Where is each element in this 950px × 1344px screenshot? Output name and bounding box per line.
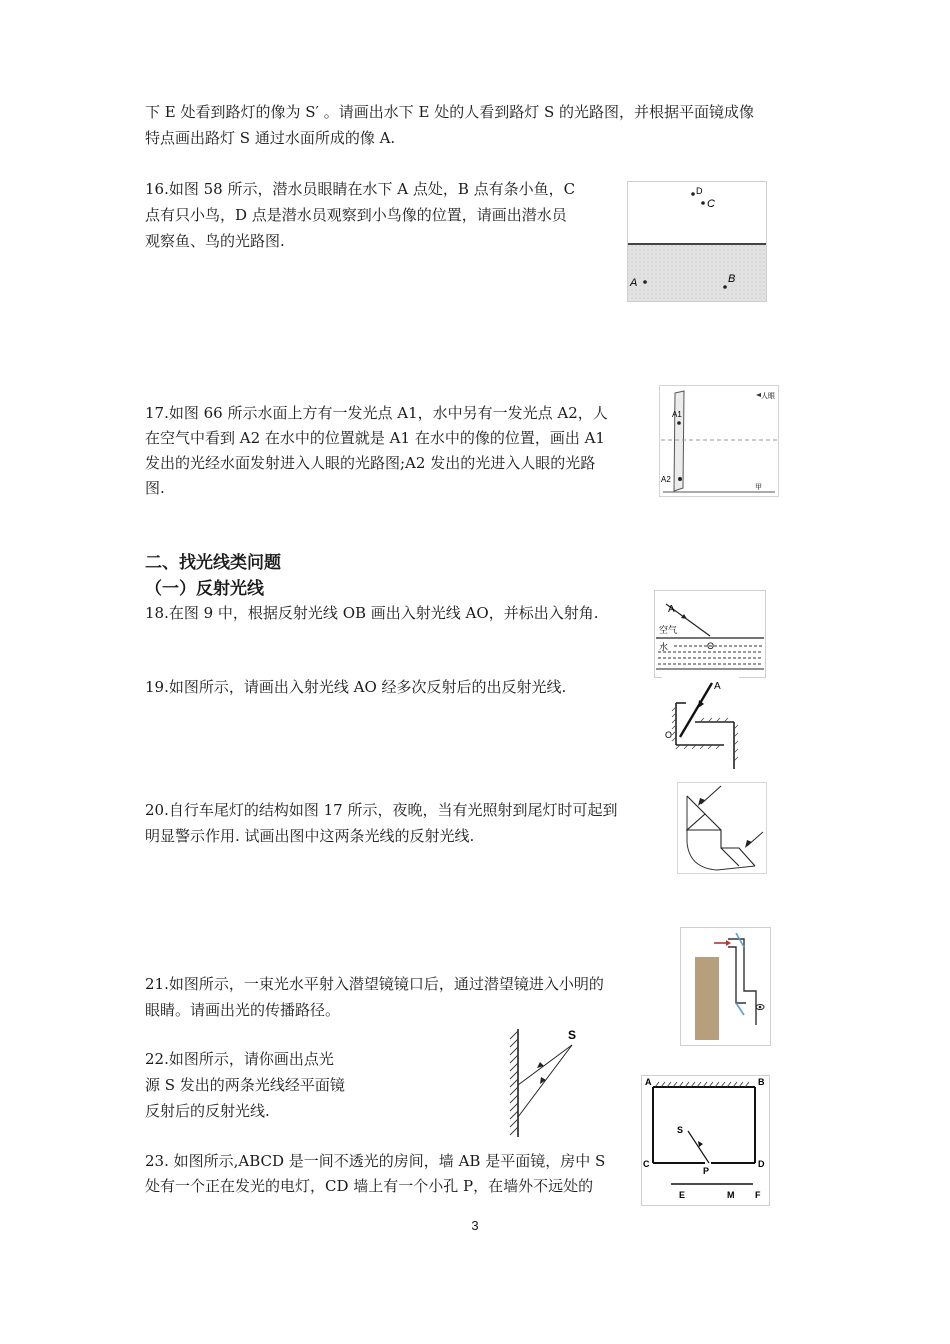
f23-label-d: D — [758, 1159, 765, 1169]
q16-line-3: 观察鱼、鸟的光路图. — [145, 232, 285, 250]
q22-line-1: 22.如图所示，请你画出点光 — [145, 1050, 334, 1068]
q17-line-4: 图. — [145, 479, 165, 497]
f16-label-d: D — [696, 186, 703, 196]
f18-label-o: O — [707, 641, 715, 651]
f23-label-b: B — [758, 1077, 765, 1087]
page-number: 3 — [471, 1218, 479, 1233]
f22-label-s: S — [568, 1028, 577, 1042]
figure-18 — [654, 590, 766, 678]
q23-line-2: 处有一个正在发光的电灯，CD 墙上有一个小孔 P，在墙外不远处的 — [145, 1177, 594, 1195]
figure-21 — [680, 927, 771, 1046]
figure-23 — [641, 1075, 770, 1206]
f23-label-m: M — [727, 1190, 735, 1200]
f19-label-a: A — [714, 681, 721, 692]
f17-label-a2: A2 — [661, 475, 671, 484]
f23-label-p: P — [703, 1166, 710, 1176]
q20-line-1: 20.自行车尾灯的结构如图 17 所示，夜晚，当有光照射到尾灯时可起到 — [145, 801, 618, 819]
q20-line-2: 明显警示作用. 试画出图中这两条光线的反射光线. — [145, 827, 475, 845]
f16-label-a: A — [630, 277, 638, 289]
q17-line-1: 17.如图 66 所示水面上方有一发光点 A1，水中另有一发光点 A2，人 — [145, 404, 608, 422]
intro-line-1: 下 E 处看到路灯的像为 S′ 。请画出水下 E 处的人看到路灯 S 的光路图，并根据平面镜成像 — [145, 103, 755, 121]
section-heading: 二、找光线类问题 — [145, 553, 281, 573]
q17-line-3: 发出的光经水面发射进入人眼的光路图;A2 发出的光进入人眼的光路 — [145, 454, 596, 472]
f23-label-s: S — [677, 1125, 684, 1135]
f23-label-c: C — [643, 1159, 650, 1169]
f16-label-c: C — [707, 198, 715, 210]
figure-22 — [500, 1025, 590, 1140]
figure-16 — [627, 181, 767, 302]
figure-17 — [659, 385, 779, 497]
f18-label-air: 空气 — [659, 625, 678, 635]
f16-label-b: B — [728, 273, 736, 285]
f17-label-a1: A1 — [672, 410, 682, 419]
f17-label-ground: 甲 — [755, 484, 762, 491]
intro-line-2: 特点画出路灯 S 通过水面所成的像 A. — [145, 129, 396, 147]
q16-line-2: 点有只小鸟，D 点是潜水员观察到小鸟像的位置，请画出潜水员 — [145, 206, 567, 224]
f19-label-o: O — [665, 730, 673, 740]
q22-line-2: 源 S 发出的两条光线经平面镜 — [145, 1076, 345, 1094]
q23-line-1: 23. 如图所示,ABCD 是一间不透光的房间，墙 AB 是平面镜，房中 S — [145, 1152, 606, 1170]
f18-label-water: 水 — [659, 642, 669, 652]
f23-label-a: A — [645, 1077, 652, 1087]
q19-text: 19.如图所示，请画出入射光线 AO 经多次反射后的出反射光线. — [145, 678, 567, 696]
f23-label-f: F — [755, 1190, 761, 1200]
q17-line-2: 在空气中看到 A2 在水中的位置就是 A1 在水中的像的位置，画出 A1 — [145, 429, 605, 447]
figure-19 — [662, 677, 739, 770]
q16-line-1: 16.如图 58 所示，潜水员眼睛在水下 A 点处，B 点有条小鱼，C — [145, 180, 576, 198]
figure-20 — [677, 782, 767, 874]
q18-text: 18.在图 9 中，根据反射光线 OB 画出入射光线 AO，并标出入射角. — [145, 604, 599, 622]
q21-line-2: 眼睛。请画出光的传播路径。 — [145, 1001, 341, 1019]
f17-label-eye: 人眼 — [761, 393, 775, 400]
q21-line-1: 21.如图所示，一束光水平射入潜望镜镜口后，通过潜望镜进入小明的 — [145, 975, 604, 993]
subsection-heading: （一）反射光线 — [145, 579, 264, 599]
q22-line-3: 反射后的反射光线. — [145, 1102, 270, 1120]
f18-label-a: A — [668, 604, 675, 615]
f23-label-e: E — [679, 1190, 686, 1200]
